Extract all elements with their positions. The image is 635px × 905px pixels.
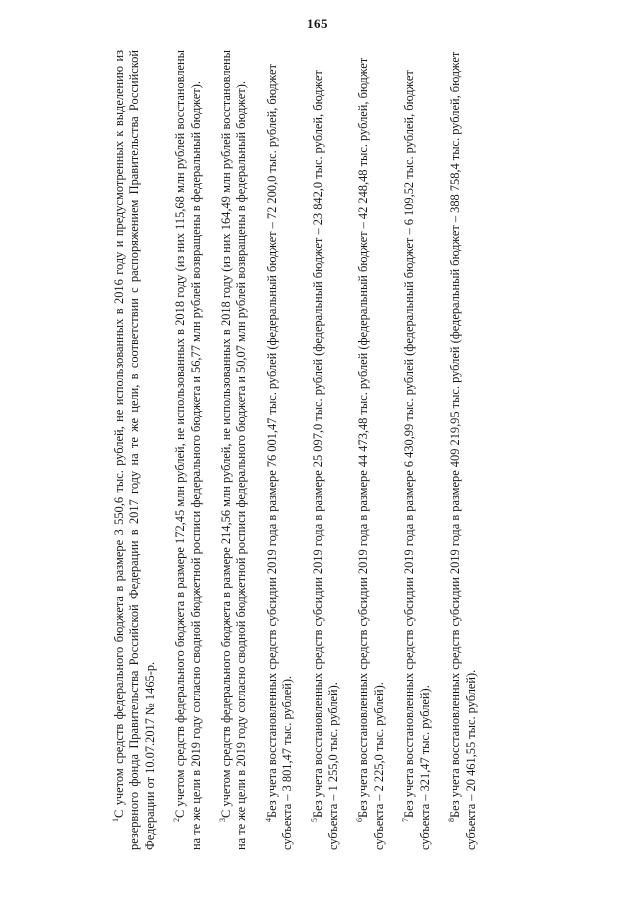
- footnote-text: Без учета восстановленных средств субсидии 2019 года в размере 6 430,99 тыс. рублей (федеральный бюджет – 6 109,52 тыс. рублей, бюджет субъекта – 321,47 тыс. рублей).: [402, 70, 432, 850]
- footnote-text: Без учета восстановленных средств субсидии 2019 года в размере 44 473,48 тыс. рублей (федеральный бюджет – 42 248,48 тыс. рублей, бюджет субъекта – 2 225,0 тыс. рублей).: [356, 57, 386, 850]
- footnote-4: [265, 50, 296, 850]
- footnote-2: [173, 50, 204, 850]
- page-number: 165: [307, 16, 328, 31]
- footnote-marker: 7: [401, 818, 411, 822]
- footnote-marker: 5: [309, 818, 319, 822]
- footnote-text: С учетом средств федерального бюджета в размере 3 550,6 тыс. рублей, не использованных в 2016 году и предусмотренных к выделению из резервного фонда Правительства Российской Федерации в 2017 году на те же цели, в соответствии с распоряжением Правительства Российской Федерации от 10.07.2017 № 1465-р.: [112, 50, 157, 850]
- footnote-3: [219, 50, 250, 850]
- footnote-text: Без учета восстановленных средств субсидии 2019 года в размере 25 097,0 тыс. рублей (федеральный бюджет – 23 842,0 тыс. рублей, бюджет субъекта – 1 255,0 тыс. рублей).: [310, 70, 341, 850]
- footnote-7: [402, 50, 433, 850]
- footnote-5: [311, 50, 342, 850]
- footnote-marker: 1: [110, 818, 120, 822]
- footnote-6: [356, 50, 387, 850]
- footnote-marker: 2: [172, 818, 182, 822]
- footnotes-block: [112, 50, 562, 850]
- footnote-text: Без учета восстановленных средств субсидии 2019 года в размере 409 219,95 тыс. рублей (федеральный бюджет – 388 758,4 тыс. рублей, бюджет субъекта – 20 461,55 тыс. рублей).: [448, 51, 478, 850]
- footnote-text: С учетом средств федерального бюджета в размере 214,56 млн рублей, не использованных в 2018 году (из них 164,49 млн рублей восстановлены на те же цели в 2019 году согласно сводной бюджетной росписи федерального бюджета и 50,07 млн рублей возвращены в федеральный бюджет).: [219, 50, 249, 850]
- footnote-marker: 3: [217, 818, 227, 822]
- footnote-text: Без учета восстановленных средств субсидии 2019 года в размере 76 001,47 тыс. рублей (федеральный бюджет – 72 200,0 тыс. рублей, бюджет субъекта – 3 801,47 тыс. рублей).: [264, 64, 295, 850]
- footnote-8: [448, 50, 479, 850]
- footnote-marker: 4: [263, 818, 273, 822]
- footnote-marker: 8: [446, 818, 456, 822]
- footnote-marker: 6: [355, 818, 365, 822]
- footnote-text: С учетом средств федерального бюджета в размере 172,45 млн рублей, не использованных в 2018 году (из них 115,68 млн рублей восстановлены на те же цели в 2019 году согласно сводной бюджетной росписи федерального бюджета и 56,77 млн рублей возвращены в федеральный бюджет).: [173, 50, 203, 850]
- footnote-1: [112, 50, 158, 850]
